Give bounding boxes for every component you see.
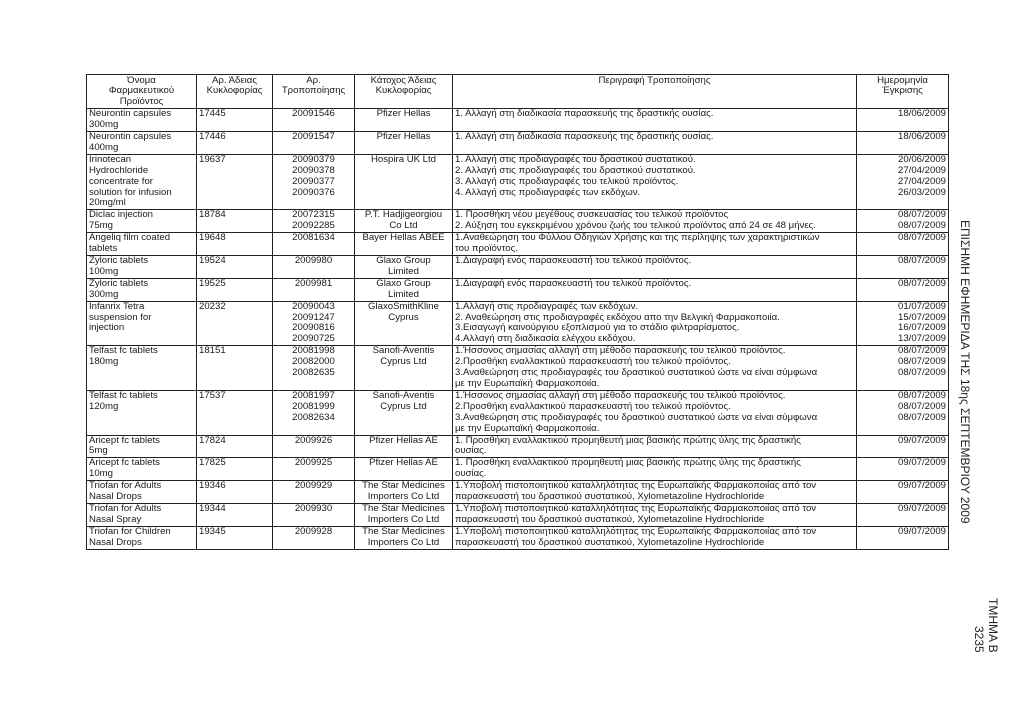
license-holder-cell xyxy=(355,278,453,301)
product-name-cell xyxy=(87,503,197,526)
approval-date: 26/03/2009 xyxy=(897,186,946,198)
modification-numbers-cell xyxy=(273,390,355,435)
product-name-cell xyxy=(87,346,197,391)
license-number: 18784 xyxy=(199,209,226,221)
description-cell xyxy=(453,526,857,549)
license-holder-line: Importers Co Ltd xyxy=(367,491,440,503)
license-number-cell xyxy=(197,481,273,504)
description-cell xyxy=(453,233,857,256)
header-text: Κάτοχος Άδειας xyxy=(370,75,437,86)
description-cell xyxy=(453,132,857,155)
page-number-vertical: 3235 xyxy=(972,626,986,653)
product-name-line: Triofan for Children xyxy=(89,526,171,537)
table-row xyxy=(87,503,949,526)
description-line: 2. Αύξηση του εγκεκριμένου χρόνου ζωής του τελικού προϊόντος από 24 σε 48 μήνες. xyxy=(455,220,816,232)
approval-date: 08/07/2009 xyxy=(897,400,946,412)
license-number: 19345 xyxy=(199,526,226,537)
description-line: 1.Υποβολή πιστοποιητικού καταλληλότητας της Ευρωπαϊκής Φαρμακοποιίας από τον xyxy=(455,503,817,514)
modification-numbers-cell xyxy=(273,210,355,233)
product-name-line: Telfast fc tablets xyxy=(89,345,158,357)
approval-date: 08/07/2009 xyxy=(897,356,946,368)
table-row xyxy=(87,210,949,233)
header-approval-date xyxy=(857,75,949,109)
approval-date: 16/07/2009 xyxy=(897,322,946,334)
header-text: Αρ. xyxy=(306,75,321,86)
header-text: Κυκλοφορίας xyxy=(206,85,263,97)
license-number: 18151 xyxy=(199,345,226,357)
license-holder-line: Pfizer Hellas AE xyxy=(369,457,438,469)
table-row xyxy=(87,301,949,346)
modification-number: 20082634 xyxy=(292,411,335,423)
license-holder-cell xyxy=(355,233,453,256)
approval-dates-cell xyxy=(857,154,949,210)
approval-date: 13/07/2009 xyxy=(897,333,946,345)
description-line: 1.Διαγραφή ενός παρασκευαστή του τελικού προϊόντος. xyxy=(455,278,692,289)
product-name-line: 120mg xyxy=(89,400,119,412)
license-number-cell xyxy=(197,503,273,526)
license-number: 17446 xyxy=(199,131,226,143)
license-number-cell xyxy=(197,233,273,256)
modification-numbers-cell xyxy=(273,458,355,481)
header-license-no xyxy=(197,75,273,109)
product-name-line: Aricept fc tablets xyxy=(89,457,160,469)
description-line: 1.Διαγραφή ενός παρασκευαστή του τελικού προϊόντος. xyxy=(455,255,692,266)
description-line: με την Ευρωπαϊκή Φαρμακοποιία. xyxy=(455,377,600,389)
header-text: Αρ. Άδειας xyxy=(212,75,257,86)
table-row xyxy=(87,278,949,301)
modification-numbers-cell xyxy=(273,109,355,132)
approval-dates-cell xyxy=(857,346,949,391)
license-number-cell xyxy=(197,346,273,391)
modification-numbers-cell xyxy=(273,481,355,504)
license-holder-cell xyxy=(355,503,453,526)
product-name-cell xyxy=(87,458,197,481)
modification-numbers-cell xyxy=(273,526,355,549)
product-name-cell xyxy=(87,301,197,346)
modification-number: 20081998 xyxy=(292,345,335,357)
modification-number: 20082635 xyxy=(292,367,335,379)
product-name-cell xyxy=(87,233,197,256)
description-cell xyxy=(453,278,857,301)
approval-date: 08/07/2009 xyxy=(897,278,946,289)
section-label-vertical: ΤΜΗΜΑ Β xyxy=(986,598,1000,653)
header-license-holder xyxy=(355,75,453,109)
table-row xyxy=(87,458,949,481)
description-line: παρασκευαστή του δραστικού συστατικού, Xylometazoline Hydrochloride xyxy=(455,491,765,503)
header-text: Τροποποίησης xyxy=(281,85,346,97)
product-name-line: concentrate for xyxy=(89,175,153,187)
description-line: 1.Ήσσονος σημασίας αλλαγή στη μέθοδο παρασκευής του τελικού προϊόντος. xyxy=(455,390,786,401)
product-name-line: solution for infusion xyxy=(89,186,172,198)
modification-number: 2009930 xyxy=(294,503,333,514)
modification-number: 20090377 xyxy=(292,175,335,187)
modification-number: 20082000 xyxy=(292,356,335,368)
description-cell xyxy=(453,256,857,279)
description-line: 1. Προσθήκη εναλλακτικού προμηθευτή μιας βασικής πρώτης ύλης της δραστικής xyxy=(455,457,801,469)
description-line: του προϊόντος. xyxy=(455,243,518,255)
product-name-line: injection xyxy=(89,322,125,334)
license-number: 17537 xyxy=(199,390,226,401)
approval-date: 08/07/2009 xyxy=(897,255,946,266)
modification-numbers-cell xyxy=(273,346,355,391)
modification-numbers-cell xyxy=(273,301,355,346)
product-name-line: Angeliq film coated xyxy=(89,232,171,244)
modification-number: 20091546 xyxy=(292,108,335,120)
modification-number: 20091247 xyxy=(292,311,335,323)
modification-numbers-cell xyxy=(273,256,355,279)
license-holder-line: Sanofi-Aventis xyxy=(372,390,435,401)
license-holder-line: Hospira UK Ltd xyxy=(370,154,437,165)
description-line: ουσίας. xyxy=(455,445,487,457)
approval-date: 08/07/2009 xyxy=(897,220,946,232)
product-name-line: 20mg/ml xyxy=(89,197,126,209)
description-cell xyxy=(453,503,857,526)
header-text: Περιγραφή Τροποποίησης xyxy=(598,75,711,86)
product-name-cell xyxy=(87,278,197,301)
modification-number: 20081999 xyxy=(292,400,335,412)
description-line: παρασκευαστή του δραστικού συστατικού, Xylometazoline Hydrochloride xyxy=(455,513,765,525)
license-holder-line: Limited xyxy=(388,265,419,277)
table-row xyxy=(87,154,949,210)
header-text: Έγκρισης xyxy=(882,85,923,97)
license-holder-line: Co Ltd xyxy=(389,220,418,232)
modification-numbers-cell xyxy=(273,278,355,301)
license-holder-cell xyxy=(355,526,453,549)
modification-number: 20090816 xyxy=(292,322,335,334)
approval-dates-cell xyxy=(857,233,949,256)
license-holder-cell xyxy=(355,481,453,504)
header-modification-no xyxy=(273,75,355,109)
license-number: 19525 xyxy=(199,278,226,289)
license-holder-cell xyxy=(355,109,453,132)
product-name-line: 75mg xyxy=(89,220,113,232)
description-line: 1.Αναθεώρηση του Φύλλου Οδηγιών Χρήσης και της περίληψης των χαρακτηριστικών xyxy=(455,232,820,244)
license-number: 20232 xyxy=(199,301,226,312)
license-number-cell xyxy=(197,278,273,301)
license-number-cell xyxy=(197,458,273,481)
product-name-line: Neurontin capsules xyxy=(89,131,172,143)
description-line: 1.Υποβολή πιστοποιητικού καταλληλότητας της Ευρωπαϊκής Φαρμακοποιίας από τον xyxy=(455,480,817,492)
table-row xyxy=(87,346,949,391)
table-body xyxy=(87,109,949,549)
approval-date: 09/07/2009 xyxy=(897,457,946,469)
license-number: 19648 xyxy=(199,232,226,244)
license-holder-cell xyxy=(355,390,453,435)
description-line: 4.Αλλαγή στη διαδικασία ελέγχου εκδόχου. xyxy=(455,333,636,345)
header-modification-description xyxy=(453,75,857,109)
approval-date: 27/04/2009 xyxy=(897,164,946,176)
table-row xyxy=(87,132,949,155)
approval-dates-cell xyxy=(857,458,949,481)
license-holder-cell xyxy=(355,346,453,391)
license-number-cell xyxy=(197,210,273,233)
table-row xyxy=(87,526,949,549)
product-name-cell xyxy=(87,154,197,210)
license-number: 17445 xyxy=(199,108,226,120)
description-line: 1.Αλλαγή στις προδιαγραφές των εκδόχων. xyxy=(455,301,639,312)
approval-date: 09/07/2009 xyxy=(897,435,946,446)
product-name-line: Infanrix Tetra xyxy=(89,301,145,312)
description-line: 2. Αλλαγή στις προδιαγραφές του δραστικού συστατικού. xyxy=(455,164,696,176)
header-row xyxy=(87,75,949,109)
product-name-cell xyxy=(87,390,197,435)
description-line: 1. Αλλαγή στη διαδικασία παρασκευής της δραστικής ουσίας. xyxy=(455,131,714,143)
approval-date: 09/07/2009 xyxy=(897,503,946,514)
table-row xyxy=(87,481,949,504)
approval-date: 09/07/2009 xyxy=(897,480,946,492)
approval-dates-cell xyxy=(857,278,949,301)
product-name-line: Telfast fc tablets xyxy=(89,390,158,401)
license-holder-line: Sanofi-Aventis xyxy=(372,345,435,357)
approval-date: 08/07/2009 xyxy=(897,345,946,357)
modification-number: 20090376 xyxy=(292,186,335,198)
modification-number: 20091547 xyxy=(292,131,335,143)
product-name-line: Triofan for Adults xyxy=(89,503,162,514)
product-name-line: Nasal Spray xyxy=(89,513,142,525)
description-cell xyxy=(453,346,857,391)
modifications-table xyxy=(86,74,949,550)
license-holder-line: Glaxo Group xyxy=(376,278,431,289)
product-name-line: Diclac injection xyxy=(89,209,153,221)
product-name-cell xyxy=(87,256,197,279)
product-name-line: Nasal Drops xyxy=(89,536,142,548)
header-text: Προϊόντος xyxy=(119,95,164,107)
description-line: 1.Ήσσονος σημασίας αλλαγή στη μέθοδο παρασκευής του τελικού προϊόντος. xyxy=(455,345,786,357)
license-holder-line: The Star Medicines xyxy=(362,503,445,514)
license-holder-cell xyxy=(355,435,453,458)
approval-date: 27/04/2009 xyxy=(897,175,946,187)
license-holder-cell xyxy=(355,210,453,233)
license-number-cell xyxy=(197,256,273,279)
description-line: 4. Αλλαγή στις προδιαγραφές των εκδόχων. xyxy=(455,186,641,198)
description-line: 2.Προσθήκη εναλλακτικού παρασκευαστή του τελικού προϊόντος. xyxy=(455,400,731,412)
description-line: 3.Αναθεώρηση στις προδιαγραφές του δραστικού συστατικού ώστε να είναι σύμφωνα xyxy=(455,367,818,379)
approval-dates-cell xyxy=(857,132,949,155)
modification-number: 20090378 xyxy=(292,164,335,176)
approval-dates-cell xyxy=(857,256,949,279)
license-number: 19524 xyxy=(199,255,226,266)
description-cell xyxy=(453,390,857,435)
product-name-line: 10mg xyxy=(89,468,113,480)
license-number: 19344 xyxy=(199,503,226,514)
product-name-cell xyxy=(87,210,197,233)
product-name-line: 180mg xyxy=(89,356,119,368)
license-holder-line: Cyprus Ltd xyxy=(380,356,427,368)
description-cell xyxy=(453,481,857,504)
description-line: 2.Προσθήκη εναλλακτικού παρασκευαστή του τελικού προϊόντος. xyxy=(455,356,731,368)
license-holder-line: Pfizer Hellas xyxy=(376,108,431,120)
product-name-line: suspension for xyxy=(89,311,152,323)
description-cell xyxy=(453,458,857,481)
journal-title-vertical: ΕΠΙΣΗΜΗ ΕΦΗΜΕΡΙΔΑ ΤΗΣ 18ης ΣΕΠΤΕΜΒΡΙΟΥ 2009 xyxy=(958,220,972,524)
header-text: Φαρμακευτικού xyxy=(108,85,175,97)
product-name-line: Triofan for Adults xyxy=(89,480,162,492)
modification-number: 2009928 xyxy=(294,526,333,537)
approval-date: 20/06/2009 xyxy=(897,154,946,165)
table-row xyxy=(87,233,949,256)
product-name-line: 100mg xyxy=(89,265,119,277)
modification-number: 2009980 xyxy=(294,255,333,266)
description-line: 2. Αναθεώρηση στις προδιαγραφές εκδόχου απο την Βελγική Φαρμακοποιία. xyxy=(455,311,780,323)
product-name-line: 400mg xyxy=(89,141,119,153)
license-holder-line: Importers Co Ltd xyxy=(367,513,440,525)
product-name-line: Irinotecan xyxy=(89,154,132,165)
approval-date: 15/07/2009 xyxy=(897,311,946,323)
header-product-name xyxy=(87,75,197,109)
product-name-cell xyxy=(87,109,197,132)
description-line: 1.Υποβολή πιστοποιητικού καταλληλότητας της Ευρωπαϊκής Φαρμακοποιίας από τον xyxy=(455,526,817,537)
license-number: 17825 xyxy=(199,457,226,469)
description-line: 1. Προσθήκη εναλλακτικού προμηθευτή μιας βασικής πρώτης ύλης της δραστικής xyxy=(455,435,801,446)
license-holder-line: Glaxo Group xyxy=(376,255,431,266)
license-number-cell xyxy=(197,154,273,210)
description-cell xyxy=(453,210,857,233)
license-holder-line: P.T. Hadjigeorgiou xyxy=(364,209,443,221)
modification-numbers-cell xyxy=(273,154,355,210)
product-name-line: 300mg xyxy=(89,288,119,300)
product-name-line: Aricept fc tablets xyxy=(89,435,160,446)
approval-date: 01/07/2009 xyxy=(897,301,946,312)
header-text: Κυκλοφορίας xyxy=(375,85,432,97)
modification-number: 2009926 xyxy=(294,435,333,446)
modification-numbers-cell xyxy=(273,233,355,256)
license-holder-line: Importers Co Ltd xyxy=(367,536,440,548)
product-name-cell xyxy=(87,526,197,549)
modification-numbers-cell xyxy=(273,132,355,155)
modification-number: 20090043 xyxy=(292,301,335,312)
approval-dates-cell xyxy=(857,390,949,435)
approval-dates-cell xyxy=(857,481,949,504)
license-holder-line: Bayer Hellas ABEE xyxy=(362,232,445,244)
description-line: ουσίας. xyxy=(455,468,487,480)
product-name-line: 300mg xyxy=(89,119,119,131)
approval-date: 08/07/2009 xyxy=(897,209,946,221)
approval-date: 08/07/2009 xyxy=(897,390,946,401)
license-number-cell xyxy=(197,526,273,549)
approval-date: 08/07/2009 xyxy=(897,232,946,244)
license-number-cell xyxy=(197,301,273,346)
approval-date: 18/06/2009 xyxy=(897,131,946,143)
description-line: 1. Αλλαγή στις προδιαγραφές του δραστικού συστατικού. xyxy=(455,154,696,165)
header-text: Ημερομηνία xyxy=(877,75,928,86)
modification-numbers-cell xyxy=(273,503,355,526)
approval-date: 18/06/2009 xyxy=(897,108,946,120)
license-holder-line: Cyprus xyxy=(388,311,419,323)
license-number: 19637 xyxy=(199,154,226,165)
description-line: με την Ευρωπαϊκή Φαρμακοποιία. xyxy=(455,422,600,434)
license-holder-line: Pfizer Hellas xyxy=(376,131,431,143)
product-name-cell xyxy=(87,435,197,458)
table-row xyxy=(87,435,949,458)
approval-date: 09/07/2009 xyxy=(897,526,946,537)
modification-number: 20081997 xyxy=(292,390,335,401)
approval-date: 08/07/2009 xyxy=(897,367,946,379)
license-number: 19346 xyxy=(199,480,226,492)
description-cell xyxy=(453,301,857,346)
license-number-cell xyxy=(197,132,273,155)
product-name-cell xyxy=(87,481,197,504)
modification-number: 20092285 xyxy=(292,220,335,232)
description-line: 1. Προσθήκη νέου μεγέθους συσκευασίας του τελικού προϊόντος xyxy=(455,209,729,221)
license-holder-cell xyxy=(355,154,453,210)
license-holder-line: The Star Medicines xyxy=(362,526,445,537)
table-row xyxy=(87,256,949,279)
product-name-line: Hydrochloride xyxy=(89,164,149,176)
modification-number: 2009981 xyxy=(294,278,333,289)
modification-numbers-cell xyxy=(273,435,355,458)
approval-date: 08/07/2009 xyxy=(897,411,946,423)
description-line: 3.Αναθεώρηση στις προδιαγραφές του δραστικού συστατικού ώστε να είναι σύμφωνα xyxy=(455,411,818,423)
license-holder-line: Limited xyxy=(388,288,419,300)
product-name-line: 5mg xyxy=(89,445,108,457)
modification-number: 2009925 xyxy=(294,457,333,469)
product-name-line: Nasal Drops xyxy=(89,491,142,503)
modification-number: 2009929 xyxy=(294,480,333,492)
license-holder-cell xyxy=(355,132,453,155)
product-name-line: Neurontin capsules xyxy=(89,108,172,120)
license-holder-line: Cyprus Ltd xyxy=(380,400,427,412)
product-name-cell xyxy=(87,132,197,155)
description-cell xyxy=(453,109,857,132)
approval-dates-cell xyxy=(857,109,949,132)
license-holder-line: The Star Medicines xyxy=(362,480,445,492)
description-line: παρασκευαστή του δραστικού συστατικού, Xylometazoline Hydrochloride xyxy=(455,536,765,548)
license-holder-cell xyxy=(355,301,453,346)
license-number-cell xyxy=(197,390,273,435)
product-name-line: tablets xyxy=(89,243,118,255)
license-holder-line: GlaxoSmithKline xyxy=(368,301,439,312)
license-number-cell xyxy=(197,109,273,132)
approval-dates-cell xyxy=(857,301,949,346)
approval-dates-cell xyxy=(857,210,949,233)
license-holder-line: Pfizer Hellas AE xyxy=(369,435,438,446)
description-cell xyxy=(453,435,857,458)
modification-number: 20081634 xyxy=(292,232,335,244)
modification-number: 20072315 xyxy=(292,209,335,221)
approval-dates-cell xyxy=(857,503,949,526)
product-name-line: Zyloric tablets xyxy=(89,255,149,266)
license-holder-cell xyxy=(355,458,453,481)
table-row xyxy=(87,390,949,435)
license-number-cell xyxy=(197,435,273,458)
header-text: Όνομα xyxy=(127,75,156,86)
description-line: 3.Εισαγωγή καινούργιου εξοπλισμού για το στάδιο φιλτραρίσματος. xyxy=(455,322,740,334)
product-name-line: Zyloric tablets xyxy=(89,278,149,289)
table-row xyxy=(87,109,949,132)
modification-number: 20090725 xyxy=(292,333,335,345)
license-holder-cell xyxy=(355,256,453,279)
modification-number: 20090379 xyxy=(292,154,335,165)
license-number: 17824 xyxy=(199,435,226,446)
approval-dates-cell xyxy=(857,435,949,458)
description-line: 1. Αλλαγή στη διαδικασία παρασκευής της δραστικής ουσίας. xyxy=(455,108,714,120)
description-line: 3. Αλλαγή στις προδιαγραφές του τελικού προϊόντος. xyxy=(455,175,679,187)
approval-dates-cell xyxy=(857,526,949,549)
description-cell xyxy=(453,154,857,210)
